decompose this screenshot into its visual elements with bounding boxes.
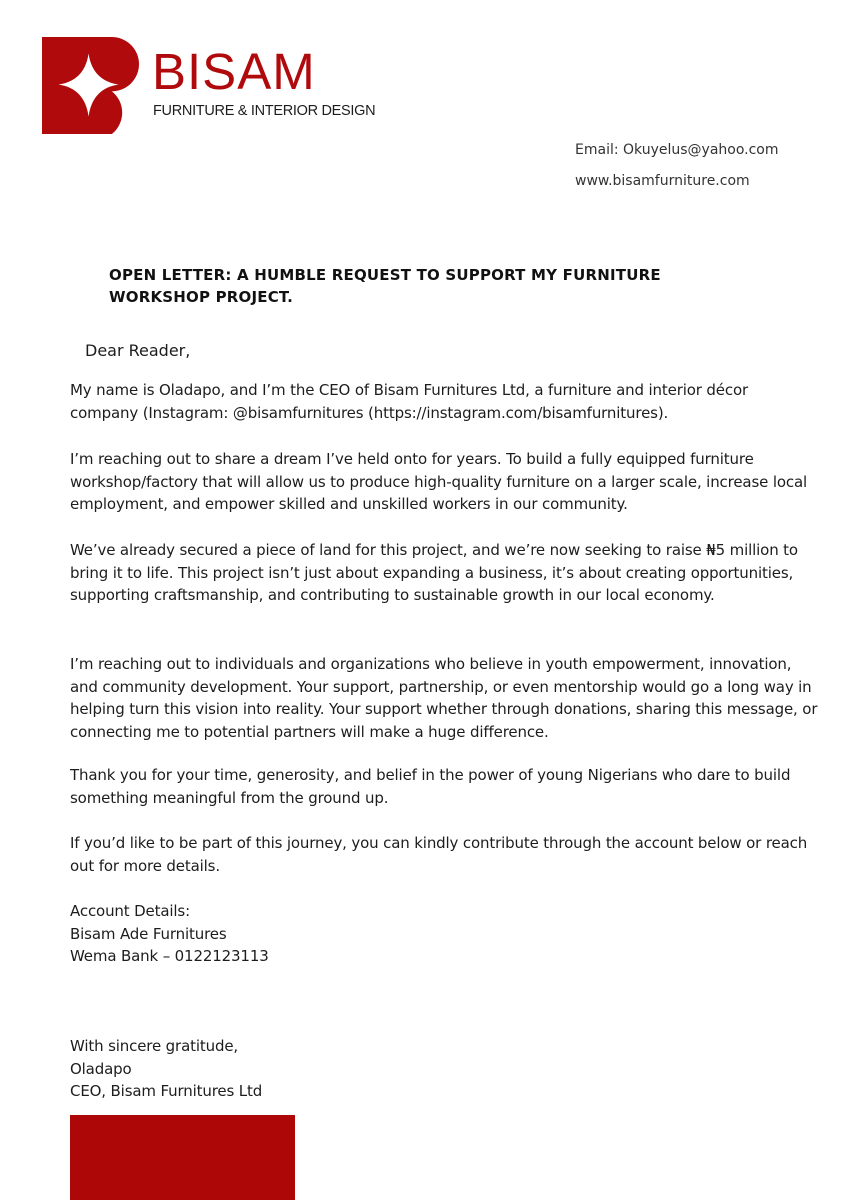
salutation: Dear Reader, xyxy=(85,341,191,360)
paragraph-intro: My name is Oladapo, and I’m the CEO of Bisam Furnitures Ltd, a furniture and interior décor company (Instagram: @bisamfurnitures (https://instagram.com/bisamfurnitures). xyxy=(70,381,748,422)
account-details xyxy=(70,900,269,968)
paragraph-land: We’ve already secured a piece of land for this project, and we’re now seeking to raise ₦5 million to bring it to life. This project isn’t just about expanding a business, it’s about creating opportunities, supporting craftsmanship, and contributing to sustainable growth in our local economy. xyxy=(70,541,798,605)
footer-red-block xyxy=(70,1115,295,1200)
contact-website: www.bisamfurniture.com xyxy=(575,173,750,189)
paragraph-contribute: If you’d like to be part of this journey, you can kindly contribute through the account below or reach out for more details. xyxy=(70,834,808,875)
brand-name: BISAM xyxy=(152,43,316,100)
signoff-closing: With sincere gratitude, xyxy=(70,1037,239,1055)
contact-email: Email: Okuyelus@yahoo.com xyxy=(575,142,779,158)
brand-tagline: FURNITURE & INTERIOR DESIGN xyxy=(153,103,376,119)
account-heading: Account Details: xyxy=(70,902,190,920)
logo-icon xyxy=(42,37,139,134)
paragraph-appeal: I’m reaching out to individuals and organizations who believe in youth empowerment, innovation, and community development. Your support, partnership, or even mentorship would go a long way in helping turn this vision into reality. Your support whether through donations, sharing this message, or connecting me to potential partners will make a huge difference. xyxy=(70,655,818,741)
account-bank: Wema Bank – 0122123113 xyxy=(70,947,269,966)
signoff-role: CEO, Bisam Furnitures Ltd xyxy=(70,1082,263,1101)
signoff-name: Oladapo xyxy=(70,1059,132,1078)
paragraph-dream: I’m reaching out to share a dream I’ve held onto for years. To build a fully equipped furniture workshop/factory that will allow us to produce high-quality furniture on a larger scale, increase local employment, and empower skilled and unskilled workers in our community. xyxy=(70,450,808,514)
signoff xyxy=(70,1035,262,1103)
paragraph-thanks: Thank you for your time, generosity, and belief in the power of young Nigerians who dare to build something meaningful from the ground up. xyxy=(70,766,791,807)
letter-title: OPEN LETTER: A HUMBLE REQUEST TO SUPPORT MY FURNITURE WORKSHOP PROJECT. xyxy=(109,266,661,306)
account-name: Bisam Ade Furnitures xyxy=(70,924,227,943)
